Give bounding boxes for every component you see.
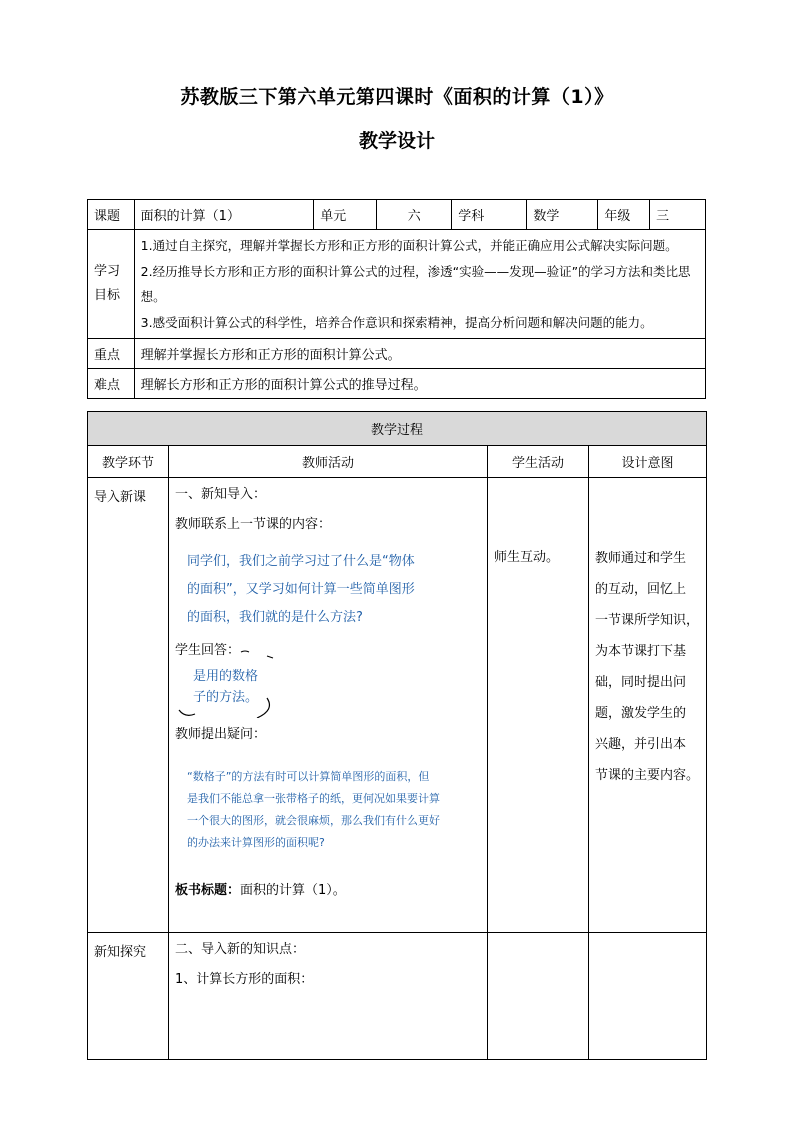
student-answer-label: 学生回答： bbox=[175, 643, 241, 658]
intent-line-4: 为本节课打下基 bbox=[595, 644, 687, 659]
document-subtitle: 教学设计 bbox=[358, 130, 435, 152]
subject-label: 学科 bbox=[452, 200, 527, 230]
difficulty-label: 难点 bbox=[88, 369, 135, 399]
explore-item-1: 1、计算长方形的面积： bbox=[175, 972, 314, 987]
grade-value: 三 bbox=[650, 200, 706, 230]
objective-3: 3.感受面积计算公式的科学性，培养合作意识和探索精神，提高分析问题和解决问题的能力。 bbox=[140, 314, 653, 330]
answer-line-2: 子的方法。 bbox=[193, 690, 259, 705]
objectives-cell bbox=[134, 230, 705, 339]
key-value: 理解并掌握长方形和正方形的面积计算公式。 bbox=[134, 339, 705, 369]
student-activity-intro: 师生互动。 bbox=[488, 478, 589, 933]
info-table bbox=[87, 199, 706, 399]
question-line-3: 的面积，我们就的是什么方法? bbox=[187, 610, 363, 625]
teacher-activity-explore bbox=[169, 933, 488, 1060]
explore-heading: 二、导入新的知识点： bbox=[175, 942, 306, 957]
difficulty-value: 理解长方形和正方形的面积计算公式的推导过程。 bbox=[134, 369, 705, 399]
doubt-line-3: 一个很大的图形，就会很麻烦，那么我们有什么更好 bbox=[187, 814, 440, 827]
board-title-value: 面积的计算（1）。 bbox=[240, 883, 346, 898]
header-teacher: 教师活动 bbox=[169, 446, 488, 478]
header-student: 学生活动 bbox=[488, 446, 589, 478]
intent-line-5: 础，同时提出问 bbox=[595, 675, 687, 690]
board-title bbox=[175, 882, 481, 900]
stage-intro: 导入新课 bbox=[88, 478, 169, 933]
process-band: 教学过程 bbox=[88, 412, 707, 446]
document-title: 苏教版三下第六单元第四课时《面积的计算（1）》 bbox=[180, 86, 614, 108]
doubt-line-1: “数格子”的方法有时可以计算简单图形的面积，但 bbox=[187, 770, 430, 783]
intent-line-8: 节课的主要内容。 bbox=[595, 768, 700, 783]
process-table bbox=[87, 411, 707, 1060]
teacher-activity-intro bbox=[169, 478, 488, 933]
design-intent-intro bbox=[589, 478, 707, 933]
header-stage: 教学环节 bbox=[88, 446, 169, 478]
header-intent: 设计意图 bbox=[589, 446, 707, 478]
teacher-doubt bbox=[187, 766, 481, 854]
question-line-2: 的面积”，又学习如何计算一些简单图形 bbox=[187, 582, 415, 597]
intent-line-3: 一节课所学知识， bbox=[595, 613, 700, 628]
teacher-connects: 教师联系上一节课的内容： bbox=[175, 517, 332, 532]
design-intent-explore bbox=[589, 933, 707, 1060]
topic-label: 课题 bbox=[88, 200, 135, 230]
teacher-doubt-label: 教师提出疑问： bbox=[175, 727, 267, 742]
intent-line-7: 兴趣，并引出本 bbox=[595, 737, 687, 752]
speech-bubble-icon bbox=[175, 648, 295, 718]
student-activity-explore bbox=[488, 933, 589, 1060]
objective-1: 1.通过自主探究，理解并掌握长方形和正方形的面积计算公式，并能正确应用公式解决实际问题。 bbox=[140, 238, 678, 253]
student-answer bbox=[193, 666, 481, 708]
question-line-1: 同学们，我们之前学习过了什么是“物体 bbox=[187, 554, 415, 569]
key-label: 重点 bbox=[88, 339, 135, 369]
board-title-label: 板书标题： bbox=[175, 883, 241, 898]
intent-line-1: 教师通过和学生 bbox=[595, 551, 687, 566]
objective-2: 2.经历推导长方形和正方形的面积计算公式的过程，渗透“实验——发现—验证”的学习方法和类比思想。 bbox=[140, 263, 691, 304]
intent-line-2: 的互动，回忆上 bbox=[595, 582, 687, 597]
doubt-line-4: 的办法来计算图形的面积呢? bbox=[187, 836, 325, 849]
stage-explore: 新知探究 bbox=[88, 933, 169, 1060]
unit-label: 单元 bbox=[314, 200, 377, 230]
doubt-line-2: 是我们不能总拿一张带格子的纸，更何况如果要计算 bbox=[187, 792, 440, 805]
unit-value: 六 bbox=[377, 200, 452, 230]
intro-heading: 一、新知导入： bbox=[175, 487, 267, 502]
objectives-label: 学习目标 bbox=[88, 230, 135, 339]
topic-value: 面积的计算（1） bbox=[134, 200, 314, 230]
teacher-question bbox=[187, 548, 481, 632]
answer-line-1: 是用的数格 bbox=[193, 669, 259, 684]
intent-line-6: 题，激发学生的 bbox=[595, 706, 687, 721]
grade-label: 年级 bbox=[598, 200, 650, 230]
subject-value: 数学 bbox=[527, 200, 598, 230]
